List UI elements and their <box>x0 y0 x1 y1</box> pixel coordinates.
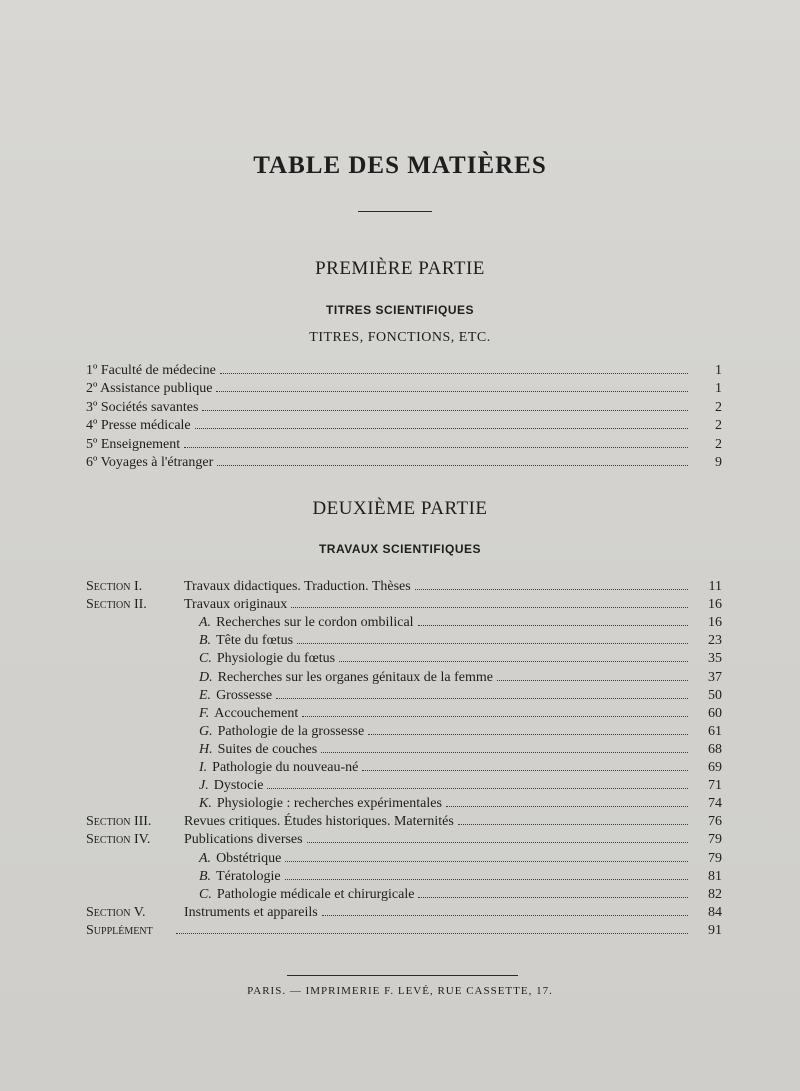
dot-leader <box>285 868 688 880</box>
toc-subsection-letter: G. <box>199 723 213 739</box>
dot-leader <box>216 380 688 392</box>
toc-entry-label: Accouchement <box>214 705 299 721</box>
toc-entry-label: Pathologie de la grossesse <box>217 723 365 739</box>
toc-entry-label: Recherches sur le cordon ombilical <box>216 615 414 631</box>
toc-page-number: 68 <box>708 741 722 757</box>
toc-entry <box>0 687 800 705</box>
toc-section-label: Section IV. <box>86 832 151 848</box>
dot-leader <box>285 850 688 862</box>
toc-entry <box>0 705 800 723</box>
toc-subsection-letter: F. <box>199 705 210 721</box>
toc-entry-label: Recherches sur les organes génitaux de la femme <box>217 669 493 685</box>
toc-page-number: 69 <box>708 760 722 775</box>
page-title: TABLE DES MATIÈRES <box>253 152 547 179</box>
toc-entry-label: Tête du fœtus <box>216 633 294 649</box>
toc-page-number: 91 <box>708 922 722 938</box>
toc-entry-label: 3º Sociétés savantes <box>86 399 199 415</box>
part1-subsubtitle: TITRES, FONCTIONS, ETC. <box>309 330 491 345</box>
dot-leader <box>368 723 688 735</box>
toc-page-number: 2 <box>715 399 722 415</box>
toc-entry-label: 1º Faculté de médecine <box>86 363 216 378</box>
part2-subtitle: TRAVAUX SCIENTIFIQUES <box>318 542 482 556</box>
toc-page-number: 35 <box>708 651 722 667</box>
toc-page-number: 50 <box>708 687 722 703</box>
toc-entry-label: Grossesse <box>216 687 273 703</box>
toc-entry-label: Obstétrique <box>216 850 282 866</box>
toc-page-number: 37 <box>708 669 722 685</box>
toc-entry <box>0 868 800 886</box>
toc-entry <box>0 669 800 687</box>
toc-page-number: 2 <box>715 418 722 434</box>
dot-leader <box>195 417 688 429</box>
toc-entry <box>0 904 800 922</box>
toc-section-label: Section II. <box>86 597 147 613</box>
toc-entry <box>0 723 800 741</box>
toc-subsection-letter: C. <box>199 886 212 902</box>
toc-entry <box>0 417 800 435</box>
dot-leader <box>217 454 688 466</box>
toc-entry <box>0 741 800 759</box>
toc-entry-label: Revues critiques. Études historiques. Maternités <box>184 814 454 830</box>
dot-leader <box>302 705 688 717</box>
toc-entry <box>0 922 800 940</box>
toc-page-number: 79 <box>708 850 722 866</box>
toc-entry-label: 6º Voyages à l'étranger <box>86 455 214 470</box>
toc-entry <box>0 614 800 632</box>
toc-entry-label: Travaux originaux <box>184 597 288 613</box>
dot-leader <box>458 813 688 825</box>
toc-entry-label: Tératologie <box>216 868 281 884</box>
toc-entry-label: 2º Assistance publique <box>86 381 213 397</box>
toc-subsection-letter: B. <box>199 633 212 649</box>
toc-page-number: 1 <box>715 381 722 397</box>
toc-subsection-letter: I. <box>199 760 208 775</box>
toc-page-number: 82 <box>708 886 722 902</box>
toc-page-number: 71 <box>708 778 722 794</box>
dot-leader <box>220 362 688 374</box>
dot-leader <box>497 669 688 681</box>
toc-entry-label: 4º Presse médicale <box>86 418 191 434</box>
toc-subsection-letter: K. <box>199 796 212 812</box>
dot-leader <box>176 922 688 934</box>
toc-entry-label: Physiologie : recherches expérimentales <box>216 796 442 812</box>
toc-subsection-letter: E. <box>199 687 212 703</box>
toc-section-label: Section III. <box>86 814 152 830</box>
dot-leader <box>267 777 688 789</box>
toc-entry-label: Travaux didactiques. Traduction. Thèses <box>184 579 411 594</box>
toc-page-number: 84 <box>708 904 722 920</box>
toc-entry <box>0 813 800 831</box>
toc-entry <box>0 777 800 795</box>
toc-section-label: Supplément <box>86 922 153 938</box>
toc-entry-label: Dystocie <box>213 778 264 794</box>
toc-entry <box>0 831 800 849</box>
toc-entry-label: Publications diverses <box>184 832 303 848</box>
toc-subsection-letter: C. <box>199 651 212 667</box>
toc-page-number: 76 <box>708 814 722 830</box>
toc-entry <box>0 578 800 596</box>
toc-entry <box>0 759 800 777</box>
toc-page-number: 61 <box>708 723 722 739</box>
toc-entry-label: Pathologie du nouveau-né <box>212 760 359 775</box>
part2-title: DEUXIÈME PARTIE <box>312 498 488 519</box>
toc-entry-label: Suites de couches <box>217 741 318 757</box>
toc-page-number: 1 <box>715 363 722 378</box>
toc-page-number: 60 <box>708 705 722 721</box>
toc-subsection-letter: D. <box>199 669 213 685</box>
toc-entry <box>0 380 800 398</box>
toc-subsection-letter: H. <box>199 741 213 757</box>
toc-entry <box>0 596 800 614</box>
toc-page-number: 9 <box>715 455 722 470</box>
part1-subtitle: TITRES SCIENTIFIQUES <box>325 303 474 317</box>
toc-subsection-letter: B. <box>199 868 212 884</box>
toc-page-number: 11 <box>708 579 722 594</box>
dot-leader <box>291 596 688 608</box>
toc-entry <box>0 886 800 904</box>
toc-entry <box>0 650 800 668</box>
toc-entry <box>0 362 800 380</box>
dot-leader <box>297 632 688 644</box>
dot-leader <box>276 687 688 699</box>
toc-section-label: Section V. <box>86 904 146 920</box>
toc-entry <box>0 399 800 417</box>
toc-entry-label: Instruments et appareils <box>184 904 318 920</box>
dot-leader <box>202 399 688 411</box>
dot-leader <box>339 650 688 662</box>
toc-page-number: 2 <box>715 436 722 452</box>
toc-subsection-letter: A. <box>199 615 212 631</box>
dot-leader <box>415 578 688 590</box>
toc-page-number: 16 <box>708 597 722 613</box>
toc-page-number: 79 <box>708 832 722 848</box>
toc-section-label: Section I. <box>86 579 143 594</box>
toc-entry-label: Pathologie médicale et chirurgicale <box>216 886 415 902</box>
dot-leader <box>322 904 688 916</box>
toc-page-number: 74 <box>708 796 722 812</box>
dot-leader <box>418 886 688 898</box>
dot-leader <box>418 614 688 626</box>
toc-entry <box>0 850 800 868</box>
part1-title: PREMIÈRE PARTIE <box>315 258 485 279</box>
imprint-footer: PARIS. — IMPRIMERIE F. LEVÉ, RUE CASSETTE, 17. <box>247 985 553 997</box>
toc-entry-label: 5º Enseignement <box>86 436 181 452</box>
dot-leader <box>184 436 688 448</box>
footer-divider <box>287 975 518 976</box>
toc-page-number: 81 <box>708 868 722 884</box>
toc-entry-label: Physiologie du fœtus <box>216 651 336 667</box>
toc-entry <box>0 436 800 454</box>
title-divider <box>358 211 432 212</box>
toc-page-number: 23 <box>708 633 722 649</box>
toc-subsection-letter: A. <box>199 850 212 866</box>
dot-leader <box>307 831 688 843</box>
toc-subsection-letter: J. <box>199 778 209 794</box>
dot-leader <box>362 759 688 771</box>
dot-leader <box>446 795 688 807</box>
toc-entry <box>0 454 800 472</box>
dot-leader <box>321 741 688 753</box>
toc-entry <box>0 632 800 650</box>
toc-entry <box>0 795 800 813</box>
toc-page-number: 16 <box>708 615 722 631</box>
